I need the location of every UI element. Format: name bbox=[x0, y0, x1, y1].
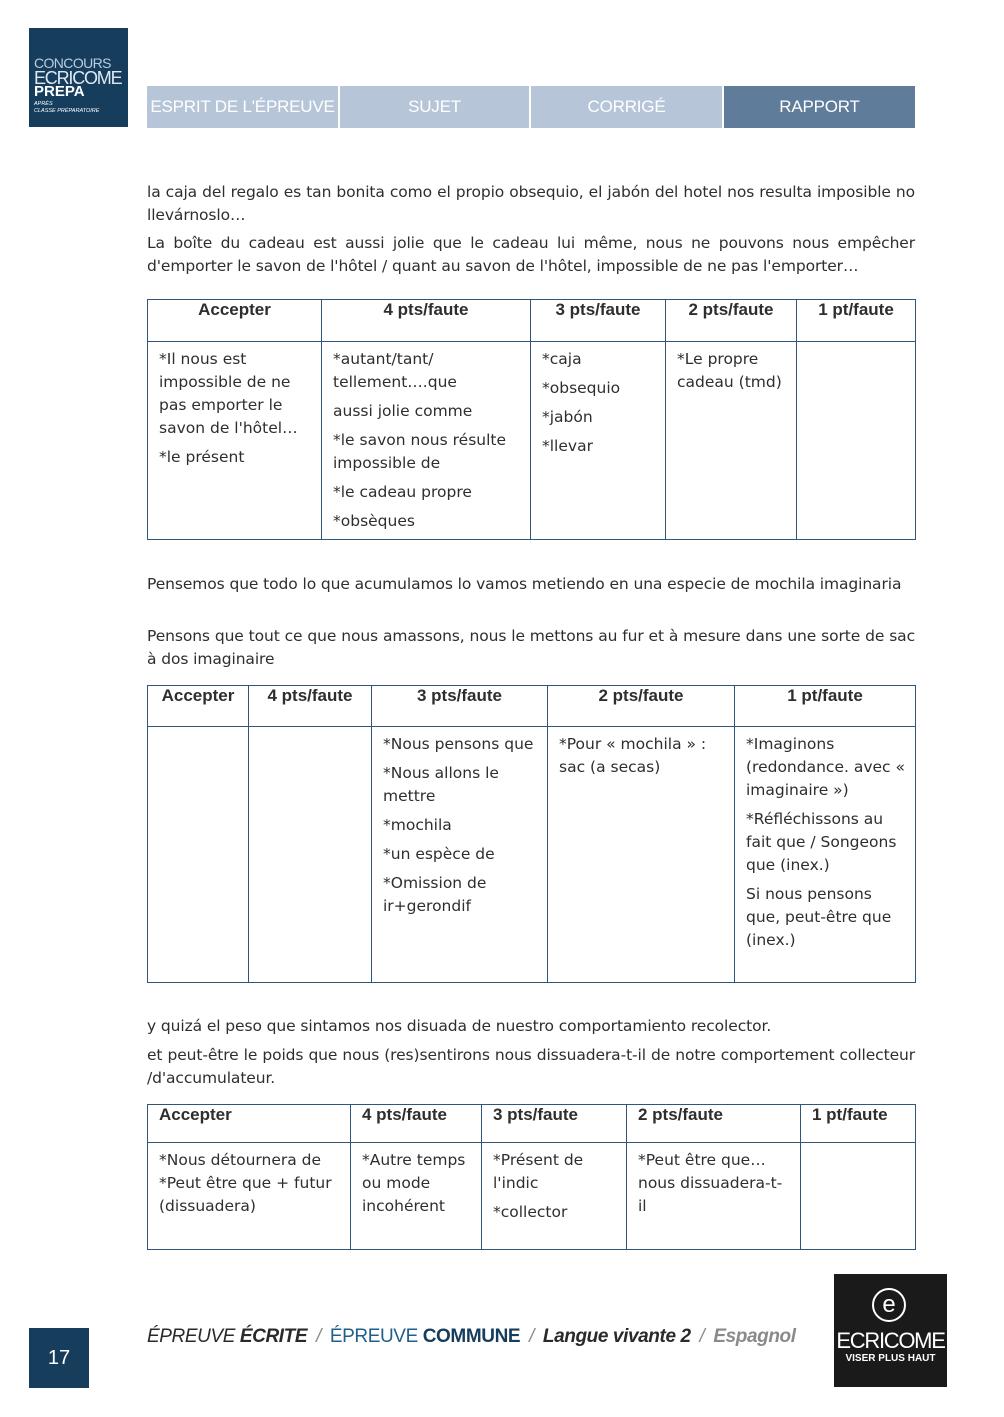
cell-2pts bbox=[548, 727, 735, 983]
cell-3pts bbox=[531, 342, 666, 540]
cell-4pts bbox=[249, 727, 372, 983]
spanish-sentence-2: Pensemos que todo lo que acumulamos lo vamos metiendo en una especie de mochila imaginaria bbox=[147, 575, 902, 593]
entry: *Pour « mochila » : sac (a secas) bbox=[559, 735, 707, 776]
ecricome-logo bbox=[834, 1274, 947, 1387]
cell-1pt bbox=[797, 342, 916, 540]
tab-esprit[interactable]: ESPRIT DE L'ÉPREUVE bbox=[147, 86, 340, 128]
spanish-sentence-3: y quizá el peso que sintamos nos disuada de nuestro comportamiento recolector. bbox=[147, 1017, 772, 1035]
footer-ecrite: ÉCRITE bbox=[239, 1326, 308, 1347]
col-header: 2 pts/faute bbox=[548, 686, 735, 727]
page-number: 17 bbox=[29, 1328, 89, 1388]
cell-3pts bbox=[372, 727, 548, 983]
entry: *le savon nous résulte impossible de bbox=[333, 431, 507, 472]
entry: aussi jolie comme bbox=[333, 402, 473, 420]
entry: *collector bbox=[493, 1203, 568, 1221]
section-tabs bbox=[147, 86, 915, 128]
col-header: 4 pts/faute bbox=[322, 300, 531, 342]
col-header: 4 pts/faute bbox=[351, 1105, 482, 1143]
grading-table-1 bbox=[147, 299, 916, 540]
entry: *Nous pensons que bbox=[383, 735, 534, 753]
cell-accepter bbox=[148, 1143, 351, 1250]
brand-name: ECRICOME bbox=[836, 1328, 945, 1353]
col-header: 2 pts/faute bbox=[666, 300, 797, 342]
table-header-row bbox=[148, 1105, 916, 1143]
cell-2pts bbox=[666, 342, 797, 540]
entry: *Autre temps ou mode incohérent bbox=[362, 1151, 466, 1215]
col-header: 4 pts/faute bbox=[249, 686, 372, 727]
footer-epreuve: ÉPREUVE bbox=[147, 1326, 240, 1347]
col-header: 3 pts/faute bbox=[482, 1105, 627, 1143]
cell-4pts bbox=[322, 342, 531, 540]
footer-langue: Langue vivante 2 bbox=[542, 1326, 691, 1347]
col-header: 3 pts/faute bbox=[372, 686, 548, 727]
entry: *Réfléchissons au fait que / Songeons que (inex.) bbox=[746, 810, 897, 874]
ecricome-e-icon: e bbox=[872, 1288, 906, 1322]
tab-corrige[interactable]: CORRIGÉ bbox=[531, 86, 724, 128]
concours-logo bbox=[29, 28, 128, 127]
entry: *autant/tant/ tellement….que bbox=[333, 350, 457, 391]
cell-3pts bbox=[482, 1143, 627, 1250]
col-header: 1 pt/faute bbox=[801, 1105, 916, 1143]
entry: *Nous détournera de *Peut être que + futur (dissuadera) bbox=[159, 1151, 332, 1215]
tab-sujet[interactable]: SUJET bbox=[340, 86, 531, 128]
logo-line-prepa: PREPA bbox=[34, 83, 85, 100]
table-header-row bbox=[148, 686, 916, 727]
entry: *jabón bbox=[542, 408, 593, 426]
cell-1pt bbox=[735, 727, 916, 983]
exam-title bbox=[147, 1326, 796, 1352]
grading-table-3 bbox=[147, 1104, 916, 1250]
logo-apres: APRÈS bbox=[34, 101, 53, 107]
table-header-row bbox=[148, 300, 916, 342]
footer-epreuve-2: ÉPREUVE bbox=[329, 1326, 423, 1347]
entry: *llevar bbox=[542, 437, 593, 455]
col-header: 1 pt/faute bbox=[797, 300, 916, 342]
entry: *Omission de ir+gerondif bbox=[383, 874, 487, 915]
logo-line-concours: CONCOURS bbox=[34, 55, 111, 71]
logo-line-classe bbox=[34, 101, 99, 115]
col-header: Accepter bbox=[148, 300, 322, 342]
entry: *le cadeau propre bbox=[333, 483, 472, 501]
logo-line-ecricome: ECRICOME bbox=[34, 68, 122, 88]
cell-accepter bbox=[148, 342, 322, 540]
footer-separator: / bbox=[529, 1326, 534, 1347]
entry: *Le propre cadeau (tmd) bbox=[677, 350, 782, 391]
cell-4pts bbox=[351, 1143, 482, 1250]
entry: *Il nous est impossible de ne pas emporter le savon de l'hôtel… bbox=[159, 350, 298, 437]
entry: *mochila bbox=[383, 816, 452, 834]
footer-commune: COMMUNE bbox=[422, 1326, 521, 1347]
footer-espagnol: Espagnol bbox=[713, 1326, 796, 1347]
spanish-sentence-1: la caja del regalo es tan bonita como el propio obsequio, el jabón del hotel nos resulta imposible no llevárnoslo… bbox=[147, 183, 915, 224]
entry: *Nous allons le mettre bbox=[383, 764, 499, 805]
footer-separator: / bbox=[316, 1326, 321, 1347]
logo-classe-prepa: CLASSE PRÉPARATOIRE bbox=[34, 108, 100, 114]
french-translation-2: Pensons que tout ce que nous amassons, nous le mettons au fur et à mesure dans une sorte de sac à dos imaginaire bbox=[147, 627, 915, 668]
cell-accepter bbox=[148, 727, 249, 983]
footer-separator: / bbox=[699, 1326, 705, 1347]
entry: *un espèce de bbox=[383, 845, 495, 863]
col-header: 3 pts/faute bbox=[531, 300, 666, 342]
cell-1pt bbox=[801, 1143, 916, 1250]
entry: *obsequio bbox=[542, 379, 621, 397]
entry: Si nous pensons que, peut-être que (inex.) bbox=[746, 885, 892, 949]
brand-tagline: VISER PLUS HAUT bbox=[845, 1353, 936, 1364]
cell-2pts bbox=[627, 1143, 801, 1250]
grading-table-2 bbox=[147, 685, 916, 983]
entry: *Présent de l'indic bbox=[493, 1151, 584, 1192]
table-row bbox=[148, 1143, 916, 1250]
entry: *obsèques bbox=[333, 512, 415, 530]
entry: *le présent bbox=[159, 448, 245, 466]
french-translation-1: La boîte du cadeau est aussi jolie que le cadeau lui même, nous ne pouvons nous empêcher d'emporter le savon de l'hôtel / quant au savon de l'hôtel, impossible de ne pas l'emporter… bbox=[147, 234, 915, 275]
french-translation-3: et peut-être le poids que nous (res)sentirons nous dissuadera-t-il de notre comportement collecteur /d'accumulateur. bbox=[147, 1046, 915, 1087]
col-header: Accepter bbox=[148, 1105, 351, 1143]
table-row bbox=[148, 727, 916, 983]
tab-rapport[interactable]: RAPPORT bbox=[724, 86, 915, 128]
col-header: 1 pt/faute bbox=[735, 686, 916, 727]
entry: *Peut être que… nous dissuadera-t-il bbox=[638, 1151, 783, 1215]
entry: *caja bbox=[542, 350, 582, 368]
entry: *Imaginons (redondance. avec « imaginaire ») bbox=[746, 735, 905, 799]
col-header: 2 pts/faute bbox=[627, 1105, 801, 1143]
table-row bbox=[148, 342, 916, 540]
col-header: Accepter bbox=[148, 686, 249, 727]
